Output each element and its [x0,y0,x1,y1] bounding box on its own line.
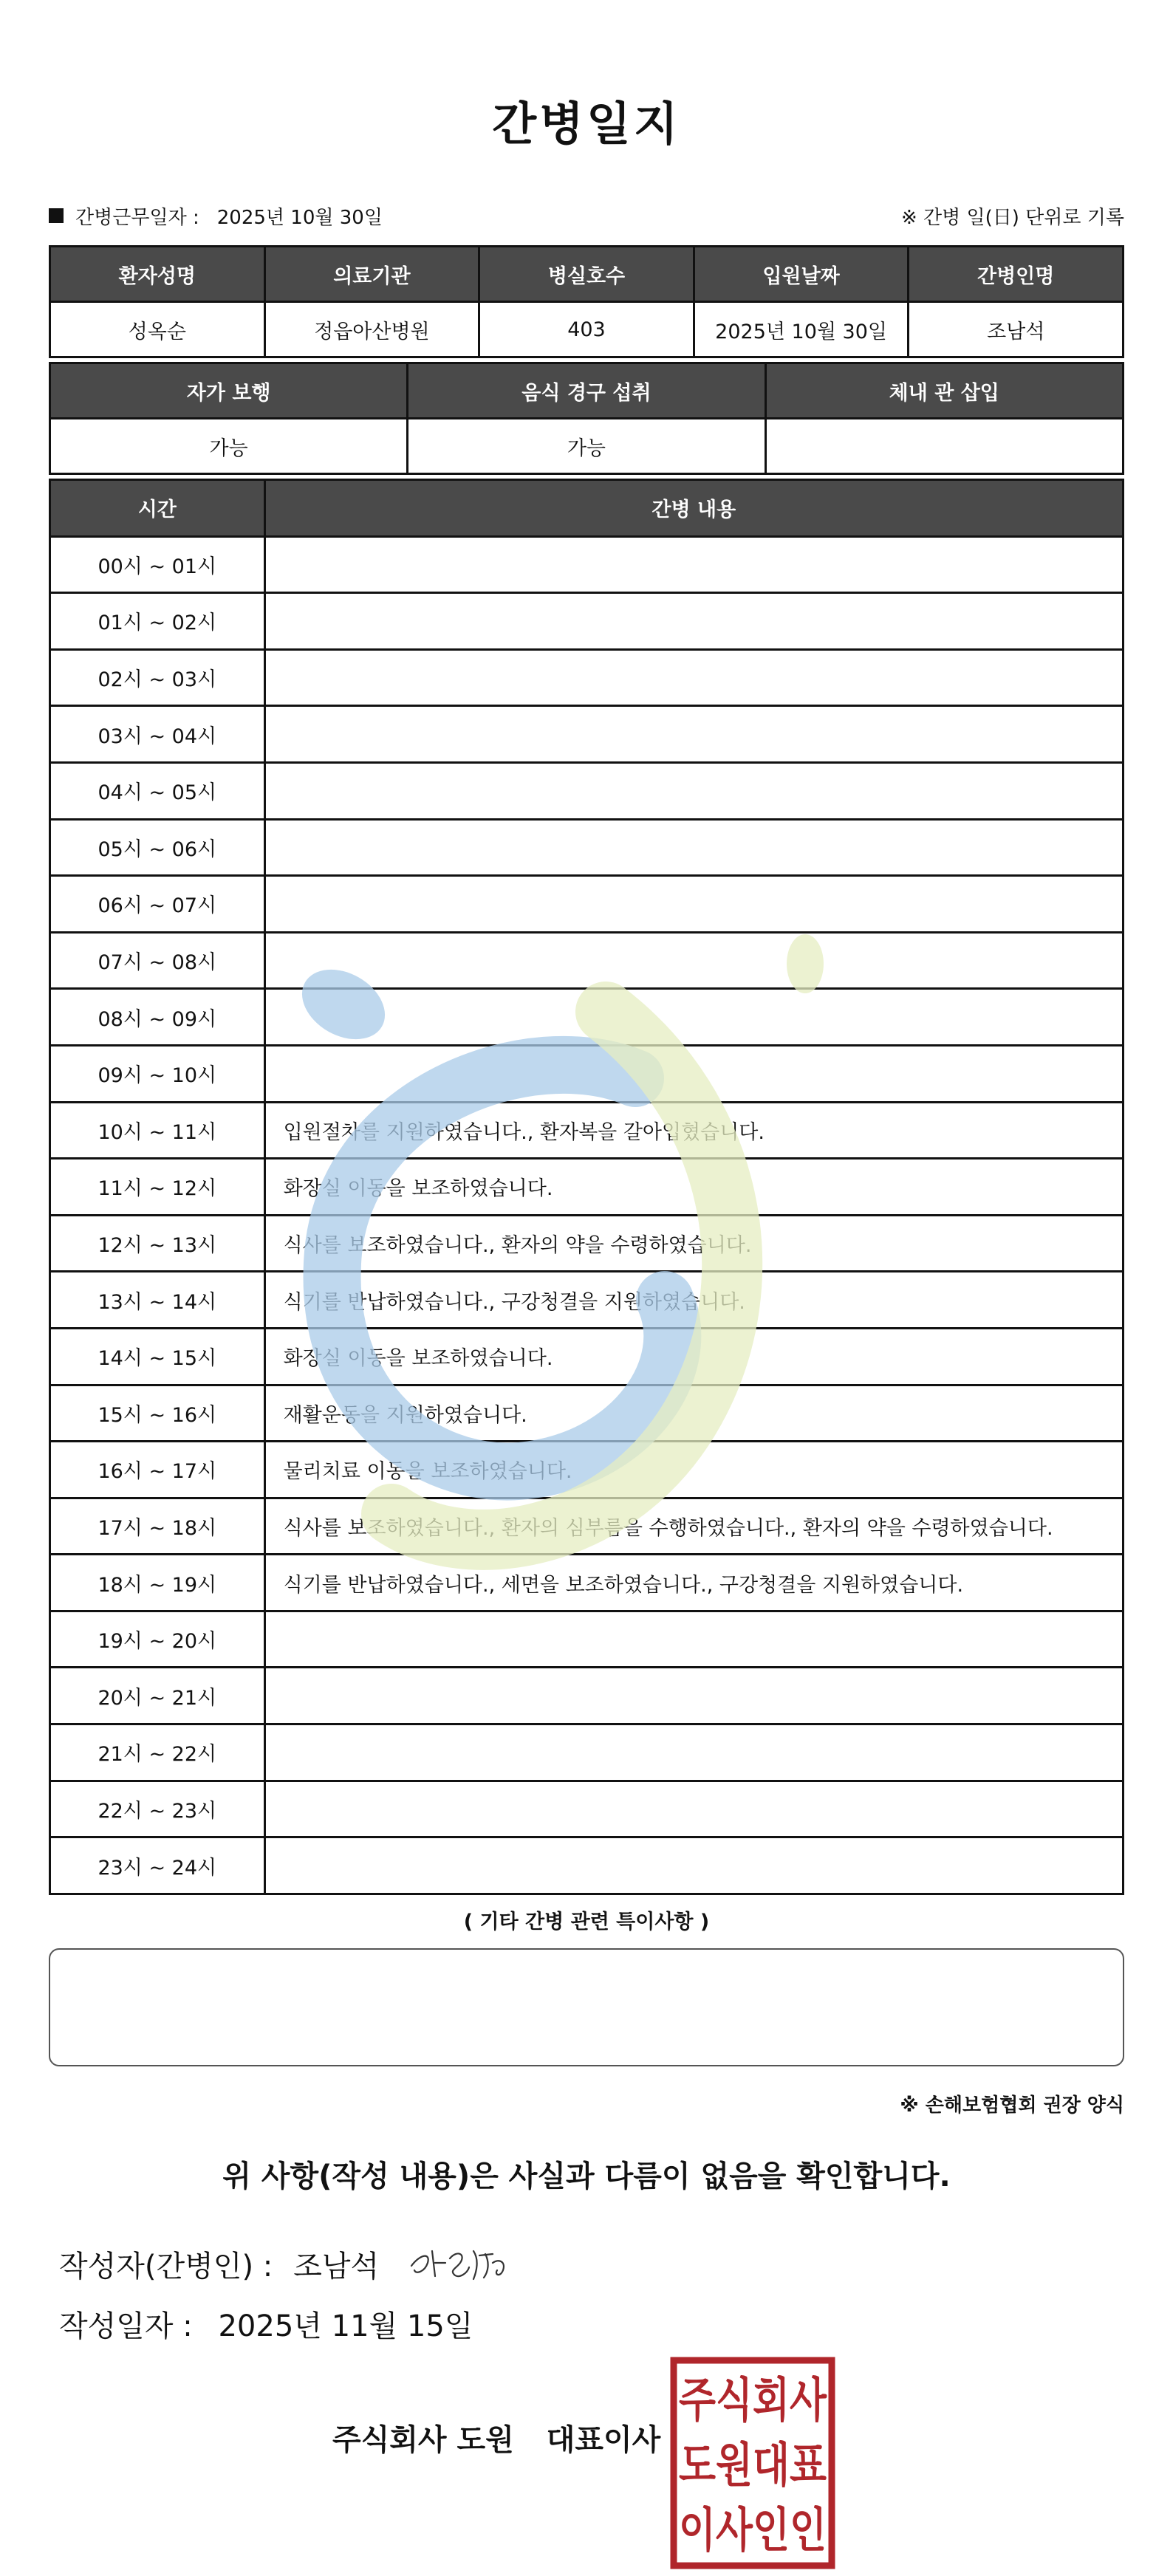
table-row [50,1781,1124,1837]
header-caregiver-name: 간병인명 [909,247,1124,302]
time-cell: 01시 ~ 02시 [50,593,265,650]
hourly-log-table [49,479,1124,1895]
header-self-walking: 자가 보행 [50,363,408,419]
header-care-content: 간병 내용 [264,480,1123,537]
care-content-cell: 식사를 보조하였습니다., 환자의 약을 수령하였습니다. [264,1215,1123,1272]
header-time: 시간 [50,480,265,537]
company-name: 주식회사 도원 [332,2423,514,2457]
writer-name: 조남석 [293,2249,380,2284]
care-content-cell [264,762,1123,819]
table-row [50,1385,1124,1442]
header-patient-name: 환자성명 [50,247,265,302]
writer-signature [406,2238,516,2289]
time-cell: 00시 ~ 01시 [50,536,265,593]
record-note: ※ 간병 일(日) 단위로 기록 [900,206,1124,229]
time-cell: 10시 ~ 11시 [50,1102,265,1159]
table-row [50,819,1124,876]
time-cell: 08시 ~ 09시 [50,989,265,1046]
care-content-cell [264,1724,1123,1781]
ability-table [49,362,1124,475]
care-content-cell: 물리치료 이동을 보조하였습니다. [264,1442,1123,1498]
write-date-line [59,2303,473,2345]
square-bullet-icon [49,208,64,223]
svg-text:주식회사: 주식회사 [679,2374,827,2428]
table-row [50,876,1124,933]
table-row [50,932,1124,989]
hospital-name: 정읍아산병원 [264,302,479,357]
ability-header-row [50,363,1124,419]
time-cell: 13시 ~ 14시 [50,1272,265,1329]
time-cell: 15시 ~ 16시 [50,1385,265,1442]
meta-row [49,201,1124,230]
patient-info-table [49,245,1124,358]
table-row [50,1215,1124,1272]
patient-info-header-row [50,247,1124,302]
time-cell: 22시 ~ 23시 [50,1781,265,1837]
work-date [49,202,383,230]
care-content-cell [264,1837,1123,1894]
time-cell: 12시 ~ 13시 [50,1215,265,1272]
care-content-cell: 재활운동을 지원하였습니다. [264,1385,1123,1442]
table-row [50,593,1124,650]
special-notes-title: ( 기타 간병 관련 특이사항 ) [463,1911,710,1933]
care-content-cell: 입원절차를 지원하였습니다., 환자복을 갈아입혔습니다. [264,1102,1123,1159]
header-oral-intake: 음식 경구 섭취 [408,363,765,419]
time-cell: 19시 ~ 20시 [50,1611,265,1668]
patient-name: 성옥순 [50,302,265,357]
time-cell: 16시 ~ 17시 [50,1442,265,1498]
care-content-cell: 식사를 보조하였습니다., 환자의 심부름을 수행하였습니다., 환자의 약을 수령하였습니다. [264,1498,1123,1555]
write-date-label: 작성일자 : [59,2309,193,2343]
time-cell: 20시 ~ 21시 [50,1668,265,1724]
table-row [50,1611,1124,1668]
table-row [50,1102,1124,1159]
room-number: 403 [479,302,694,357]
table-row [50,1272,1124,1329]
care-content-cell [264,1045,1123,1102]
care-content-cell: 화장실 이동을 보조하였습니다. [264,1159,1123,1216]
care-content-cell [264,1781,1123,1837]
time-cell: 14시 ~ 15시 [50,1328,265,1385]
table-row [50,1724,1124,1781]
write-date-value: 2025년 11월 15일 [218,2309,473,2343]
table-row [50,1328,1124,1385]
time-cell: 11시 ~ 12시 [50,1159,265,1216]
time-cell: 23시 ~ 24시 [50,1837,265,1894]
time-cell: 18시 ~ 19시 [50,1555,265,1611]
time-cell: 06시 ~ 07시 [50,876,265,933]
table-row [50,649,1124,706]
time-cell: 09시 ~ 10시 [50,1045,265,1102]
tube-insertion-value [765,419,1123,474]
time-cell: 03시 ~ 04시 [50,706,265,763]
time-cell: 05시 ~ 06시 [50,819,265,876]
table-row [50,706,1124,763]
log-header-row [50,480,1124,537]
svg-text:도원대표: 도원대표 [679,2439,827,2493]
writer-line [59,2238,516,2289]
caregiver-name: 조남석 [909,302,1124,357]
care-content-cell: 식기를 반납하였습니다., 세면을 보조하였습니다., 구강청결을 지원하였습니다. [264,1555,1123,1611]
writer-label: 작성자(간병인) : [59,2249,273,2284]
table-row [50,1045,1124,1102]
care-content-cell [264,649,1123,706]
header-tube-insertion: 체내 관 삽입 [765,363,1123,419]
log-body [50,536,1124,1894]
table-row [50,1442,1124,1498]
time-cell: 17시 ~ 18시 [50,1498,265,1555]
care-content-cell [264,1611,1123,1668]
table-row [50,1159,1124,1216]
care-content-cell [264,989,1123,1046]
care-content-cell: 식기를 반납하였습니다., 구강청결을 지원하였습니다. [264,1272,1123,1329]
time-cell: 04시 ~ 05시 [50,762,265,819]
table-row [50,1668,1124,1724]
ability-value-row [50,419,1124,474]
care-content-cell [264,932,1123,989]
table-row [50,1837,1124,1894]
care-content-cell [264,536,1123,593]
header-hospital: 의료기관 [264,247,479,302]
company-seal [669,2356,836,2570]
patient-info-value-row [50,302,1124,357]
page-title: 간병일지 [492,97,681,151]
care-content-cell [264,876,1123,933]
table-row [50,1555,1124,1611]
header-admission-date: 입원날짜 [694,247,909,302]
oral-intake-value: 가능 [408,419,765,474]
time-cell: 21시 ~ 22시 [50,1724,265,1781]
care-content-cell [264,819,1123,876]
svg-text:이사인인: 이사인인 [679,2504,827,2558]
care-content-cell: 화장실 이동을 보조하였습니다. [264,1328,1123,1385]
care-content-cell [264,1668,1123,1724]
time-cell: 02시 ~ 03시 [50,649,265,706]
work-date-label: 간병근무일자 : [75,206,199,229]
company-line [332,2416,660,2459]
time-cell: 07시 ~ 08시 [50,932,265,989]
form-note: ※ 손해보험협회 권장 양식 [900,2094,1124,2117]
care-content-cell [264,706,1123,763]
table-row [50,1498,1124,1555]
table-row [50,989,1124,1046]
care-content-cell [264,593,1123,650]
self-walking-value: 가능 [50,419,408,474]
header-room-number: 병실호수 [479,247,694,302]
company-representative-title: 대표이사 [546,2423,661,2457]
special-notes-box [49,1948,1124,2066]
work-date-value: 2025년 10월 30일 [216,206,383,229]
table-row [50,536,1124,593]
confirmation-statement: 위 사항(작성 내용)은 사실과 다름이 없음을 확인합니다. [222,2159,951,2193]
admission-date: 2025년 10월 30일 [694,302,909,357]
table-row [50,762,1124,819]
